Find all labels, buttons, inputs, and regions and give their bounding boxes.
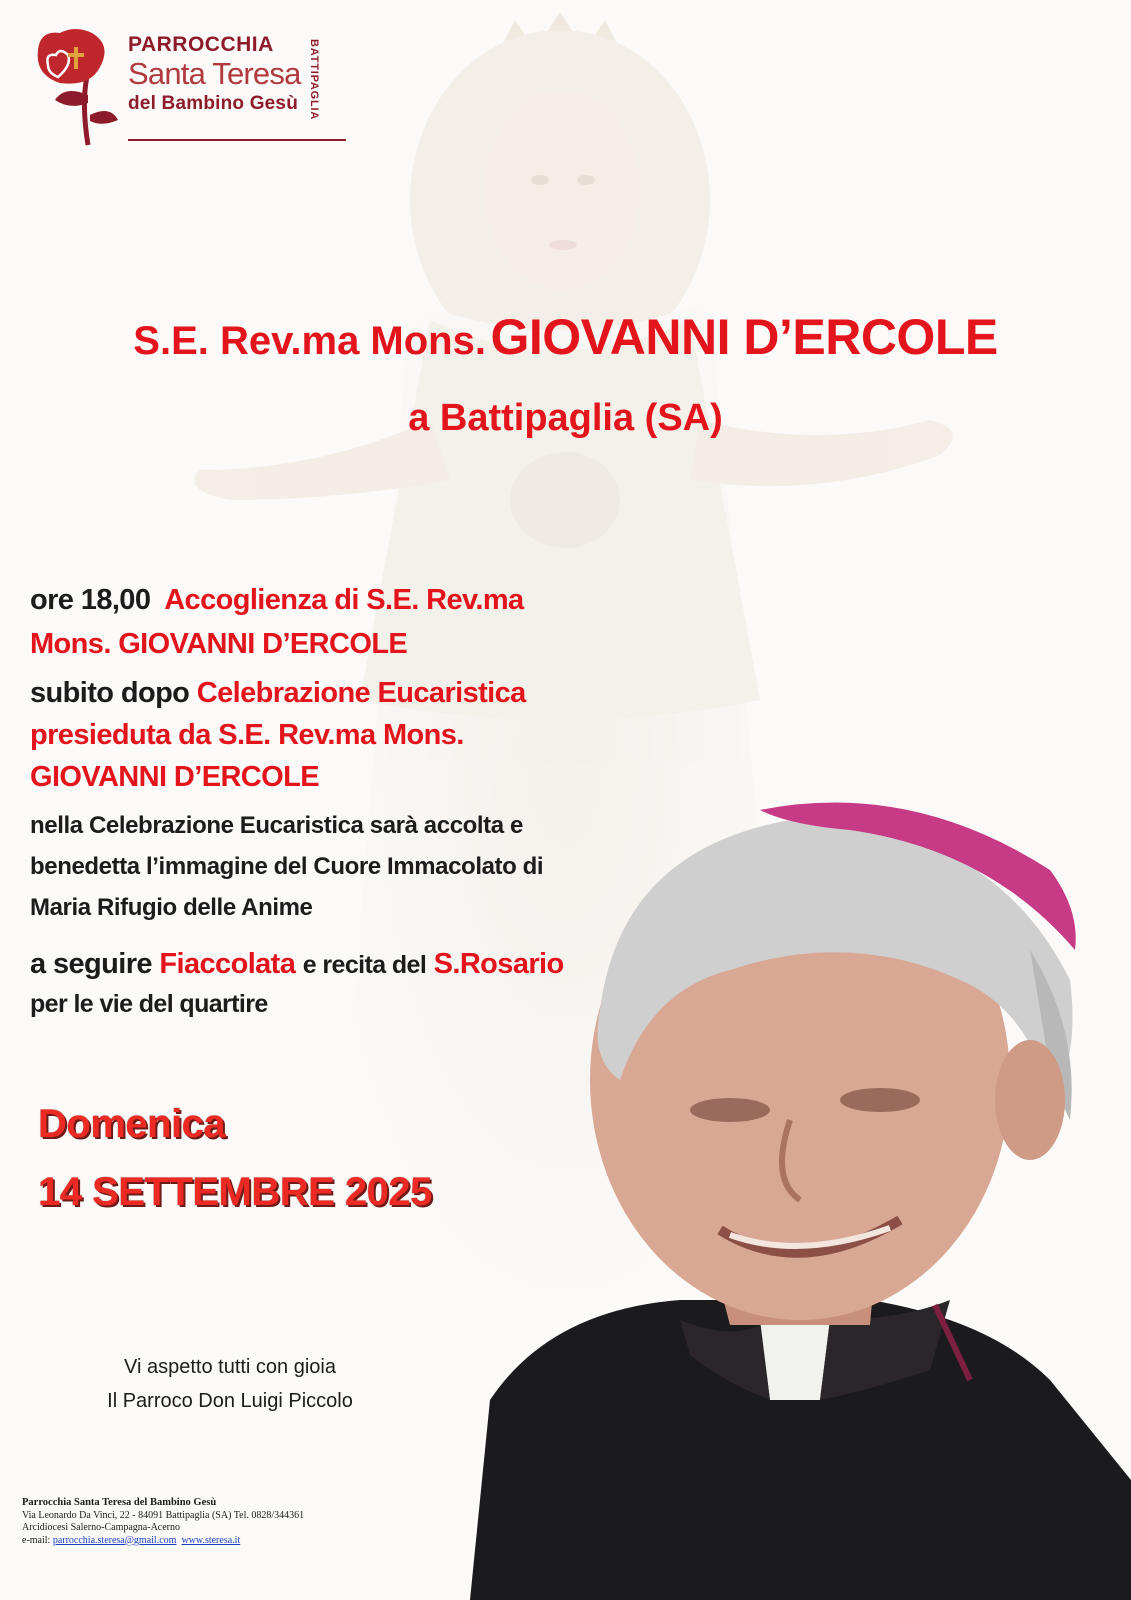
program-mass-line3: GIOVANNI D’ERCOLE — [30, 761, 319, 793]
footer-name: Parrocchia Santa Teresa del Bambino Gesù — [22, 1497, 217, 1508]
footer-address: Via Leonardo Da Vinci, 22 - 84091 Battipaglia (SA) Tel. 0828/344361 — [22, 1509, 305, 1521]
title-name: GIOVANNI D’ERCOLE — [490, 309, 998, 365]
main-title — [0, 310, 1131, 377]
footer-website-link[interactable]: www.steresa.it — [181, 1534, 241, 1546]
parish-footer — [22, 1497, 304, 1547]
program-blessing-line2: benedetta l’immagine del Cuore Immacolato di — [30, 853, 544, 880]
title-prefix: S.E. Rev.ma Mons. — [133, 319, 486, 363]
invite-message — [60, 1350, 400, 1418]
title-location: a Battipaglia (SA) — [408, 397, 723, 439]
logo-parrocchia: PARROCCHIA — [128, 33, 274, 56]
program-item-welcome — [30, 578, 710, 666]
program-welcome-line1: Accoglienza di S.E. Rev.ma — [164, 584, 524, 616]
program-blessing-line1: nella Celebrazione Eucaristica sarà accolta e — [30, 812, 523, 839]
footer-email-link[interactable]: parrocchia.steresa@gmail.com — [52, 1534, 177, 1546]
program-fiaccolata: Fiaccolata — [159, 948, 296, 980]
program-rosario: S.Rosario — [433, 948, 564, 980]
program-procession-lead: a seguire — [30, 948, 152, 980]
logo-battipaglia-vertical: BATTIPAGLIA — [308, 39, 320, 121]
program-mass-line2: presieduta da S.E. Rev.ma Mons. — [30, 719, 464, 751]
rose-heart-icon — [30, 25, 126, 150]
parish-logo — [30, 25, 350, 155]
bishop-portrait — [430, 780, 1131, 1600]
program-mass-line1: Celebrazione Eucaristica — [196, 677, 526, 709]
program-mass-lead: subito dopo — [30, 677, 190, 709]
program-procession-middle: e recita del — [302, 951, 427, 979]
logo-underline — [128, 139, 346, 141]
program-blessing-line3: Maria Rifugio delle Anime — [30, 894, 313, 921]
logo-santa-teresa: Santa Teresa — [128, 56, 301, 91]
footer-email-label: e-mail: — [22, 1534, 51, 1546]
program-procession-line2: per le vie del quartire — [30, 990, 268, 1018]
date-full: 14 SETTEMBRE 2025 — [38, 1170, 432, 1214]
invite-line1: Vi aspetto tutti con gioia — [124, 1356, 336, 1378]
invite-signature: Il Parroco Don Luigi Piccolo — [107, 1390, 353, 1412]
program-time: ore 18,00 — [30, 584, 151, 616]
program-welcome-line2: Mons. GIOVANNI D’ERCOLE — [30, 628, 408, 660]
logo-bambino-gesu: del Bambino Gesù — [128, 93, 299, 114]
footer-diocese: Arcidiocesi Salerno-Campagna-Acerno — [22, 1522, 180, 1533]
date-day: Domenica — [38, 1102, 226, 1146]
